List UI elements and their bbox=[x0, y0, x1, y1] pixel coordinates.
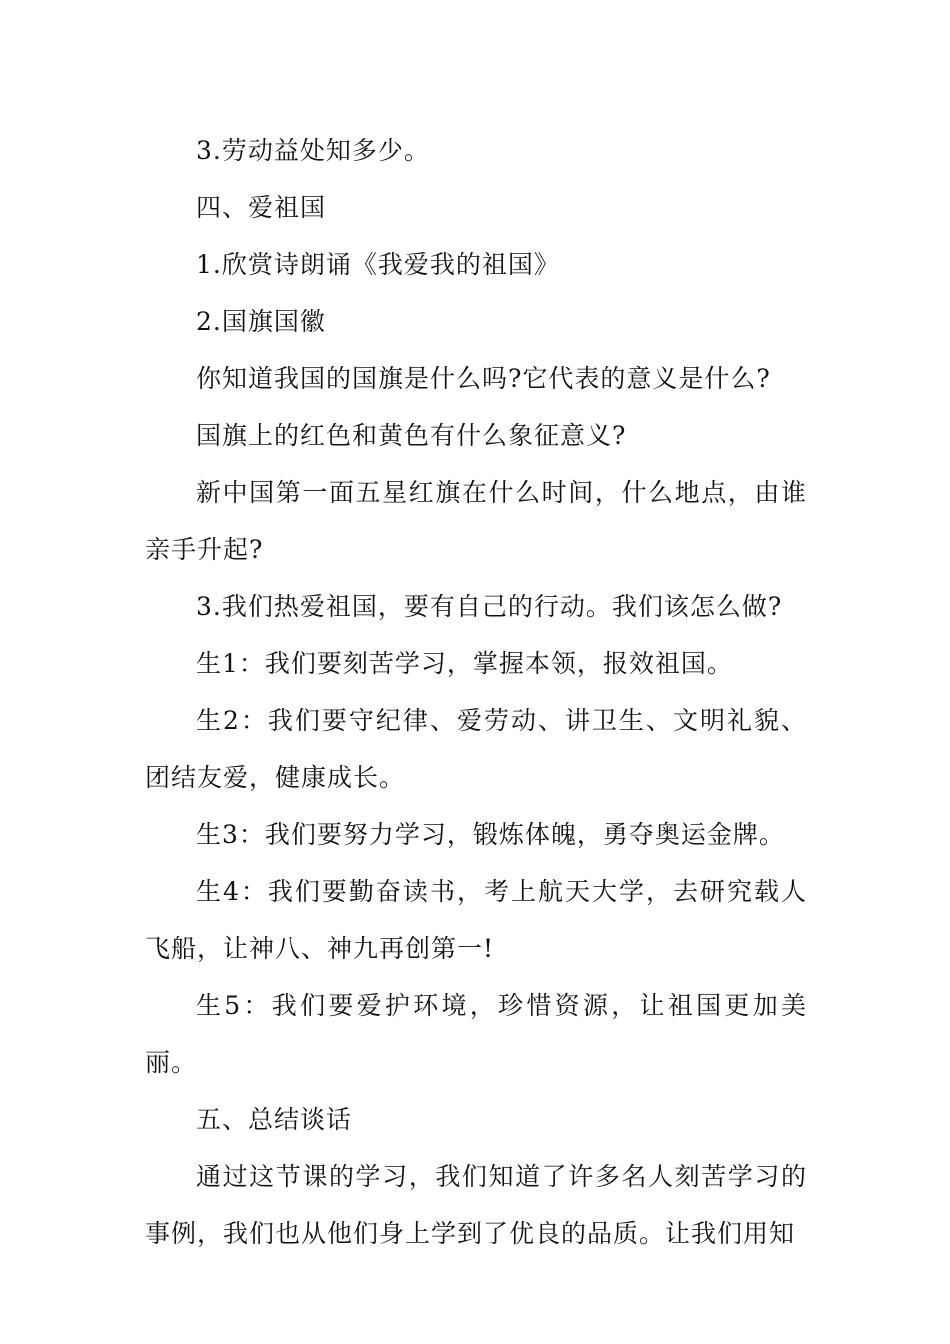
student-answer-1: 生1：我们要刻苦学习，掌握本领，报效祖国。 bbox=[196, 649, 733, 678]
question-flag-colors: 国旗上的红色和黄色有什么象征意义? bbox=[196, 421, 627, 450]
question-flag-meaning: 你知道我国的国旗是什么吗?它代表的意义是什么? bbox=[196, 364, 771, 393]
section-heading-summary: 五、总结谈话 bbox=[196, 1105, 353, 1134]
summary-paragraph: 通过这节课的学习，我们知道了许多名人刻苦学习的事例，我们也从他们身上学到了优良的品质。让我们用知 bbox=[145, 1162, 807, 1248]
list-item-poem-recital: 1.欣赏诗朗诵《我爱我的祖国》 bbox=[196, 250, 560, 279]
student-answer-5: 生5：我们要爱护环境，珍惜资源，让祖国更加美丽。 bbox=[145, 991, 807, 1077]
question-first-flag: 新中国第一面五星红旗在什么时间，什么地点，由谁亲手升起? bbox=[145, 478, 807, 564]
list-item-flag-emblem: 2.国旗国徽 bbox=[196, 307, 326, 336]
student-answer-4: 生4：我们要勤奋读书，考上航天大学，去研究载人飞船，让神八、神九再创第一! bbox=[145, 877, 807, 963]
section-heading-love-motherland: 四、爱祖国 bbox=[196, 193, 327, 222]
list-item-labor-benefits: 3.劳动益处知多少。 bbox=[196, 136, 430, 165]
student-answer-3: 生3：我们要努力学习，锻炼体魄，勇夺奥运金牌。 bbox=[196, 820, 785, 849]
student-answer-2: 生2：我们要守纪律、爱劳动、讲卫生、文明礼貌、团结友爱，健康成长。 bbox=[145, 706, 807, 792]
body-text bbox=[145, 122, 807, 1262]
list-item-actions: 3.我们热爱祖国，要有自己的行动。我们该怎么做? bbox=[196, 592, 783, 621]
